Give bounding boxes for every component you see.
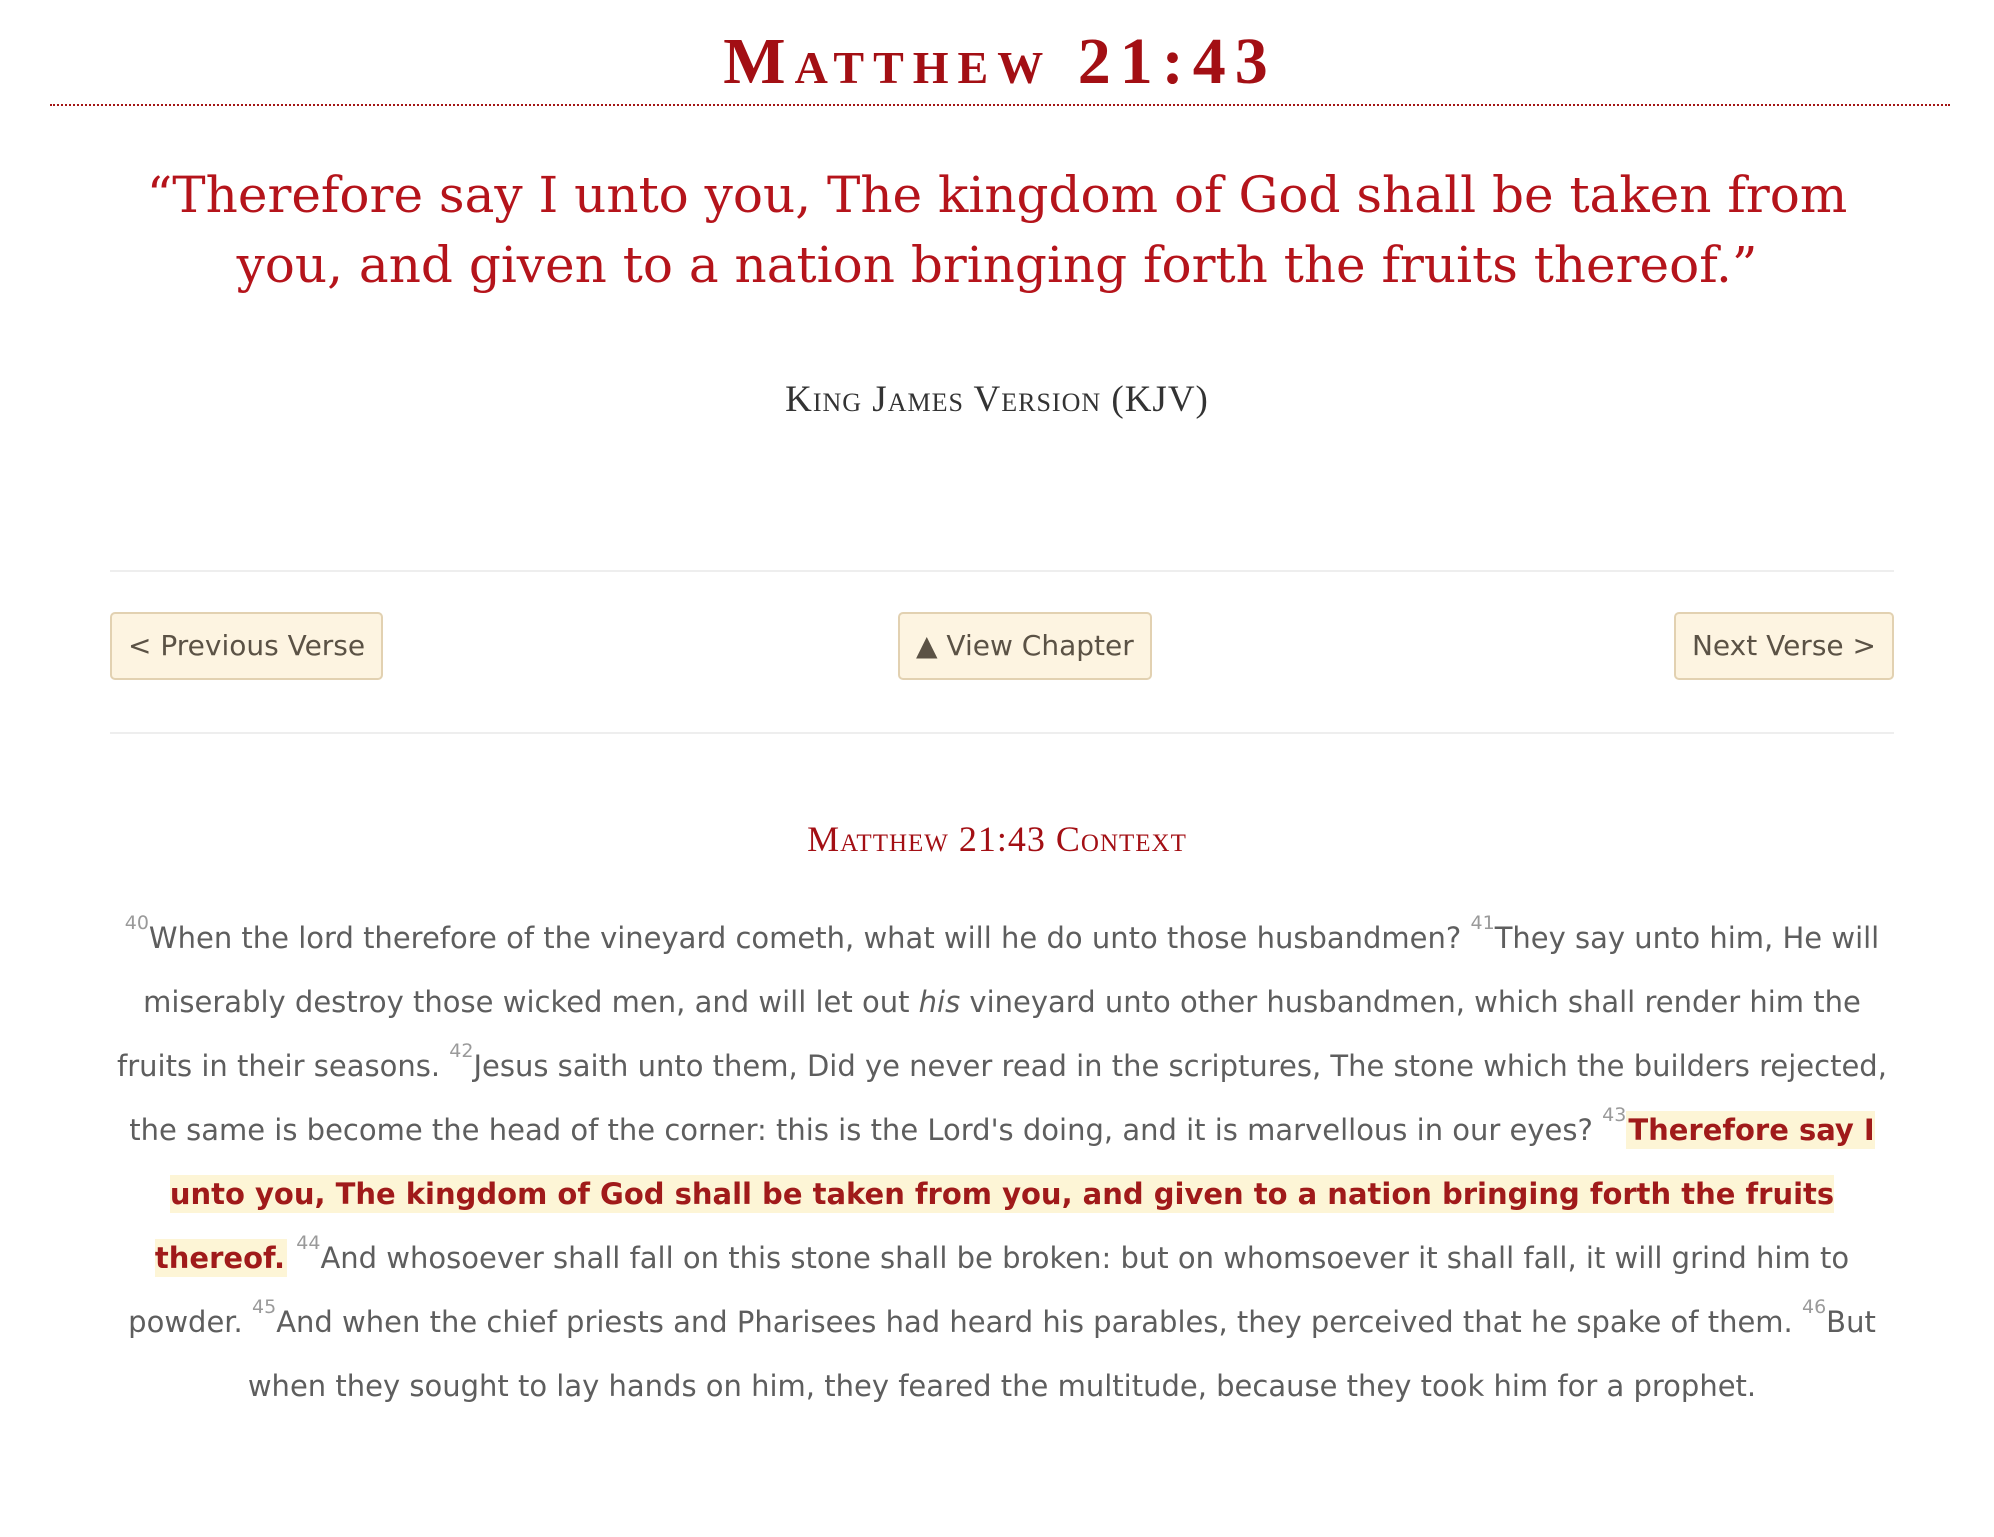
view-chapter-button[interactable]: ▲ View Chapter — [898, 612, 1152, 680]
context-verse: And when the chief priests and Pharisees had heard his parables, they perceived that he spake of them. — [276, 1305, 1802, 1339]
title-bar — [50, 20, 1950, 106]
verse-number: 42 — [449, 1040, 474, 1062]
context-verse: They say unto him, He will miserably destroy those wicked men, and will let out — [143, 921, 1880, 1019]
context-verse: And whosoever shall fall on this stone shall be broken: but on whomsoever it shall fall, it will grind him to powder. — [128, 1241, 1850, 1339]
highlighted-verse: Therefore say I unto you, The kingdom of God shall be taken from you, and given to a nation bringing forth the fruits thereof. — [154, 1113, 1875, 1275]
context-verse: When the lord therefore of the vineyard cometh, what will he do unto those husbandmen? — [148, 921, 1471, 955]
context-verse-italic: his — [918, 985, 961, 1019]
verse-number: 40 — [124, 912, 149, 934]
divider-bottom — [110, 732, 1894, 734]
verse-number: 41 — [1470, 912, 1495, 934]
verse-quote: “Therefore say I unto you, The kingdom of God shall be taken from you, and given to a nation bringing forth the fruits thereof.” — [146, 166, 1848, 294]
context-heading: Matthew 21:43 Context — [807, 819, 1187, 859]
verse-number: 43 — [1602, 1104, 1627, 1126]
verse-number: 45 — [252, 1296, 277, 1318]
context-verse: vineyard unto other husbandmen, which shall render him the fruits in their seasons. — [117, 985, 1861, 1083]
page-title: Matthew 21:43 — [723, 25, 1277, 98]
context-passage — [110, 906, 1894, 1418]
next-verse-button[interactable]: Next Verse > — [1674, 612, 1894, 680]
context-verse: Jesus saith unto them, Did ye never read in the scriptures, The stone which the builders rejected, the same is become the head of the corner: this is the Lord's doing, and it is marvellous in our eyes? — [129, 1049, 1887, 1147]
version-label: King James Version (KJV) — [785, 379, 1209, 420]
divider-top — [110, 570, 1894, 572]
verse-number: 44 — [296, 1232, 321, 1254]
previous-verse-button[interactable]: < Previous Verse — [110, 612, 383, 680]
verse-number: 46 — [1801, 1296, 1827, 1318]
context-verse: But when they sought to lay hands on him, they feared the multitude, because they took him for a prophet. — [247, 1305, 1876, 1403]
